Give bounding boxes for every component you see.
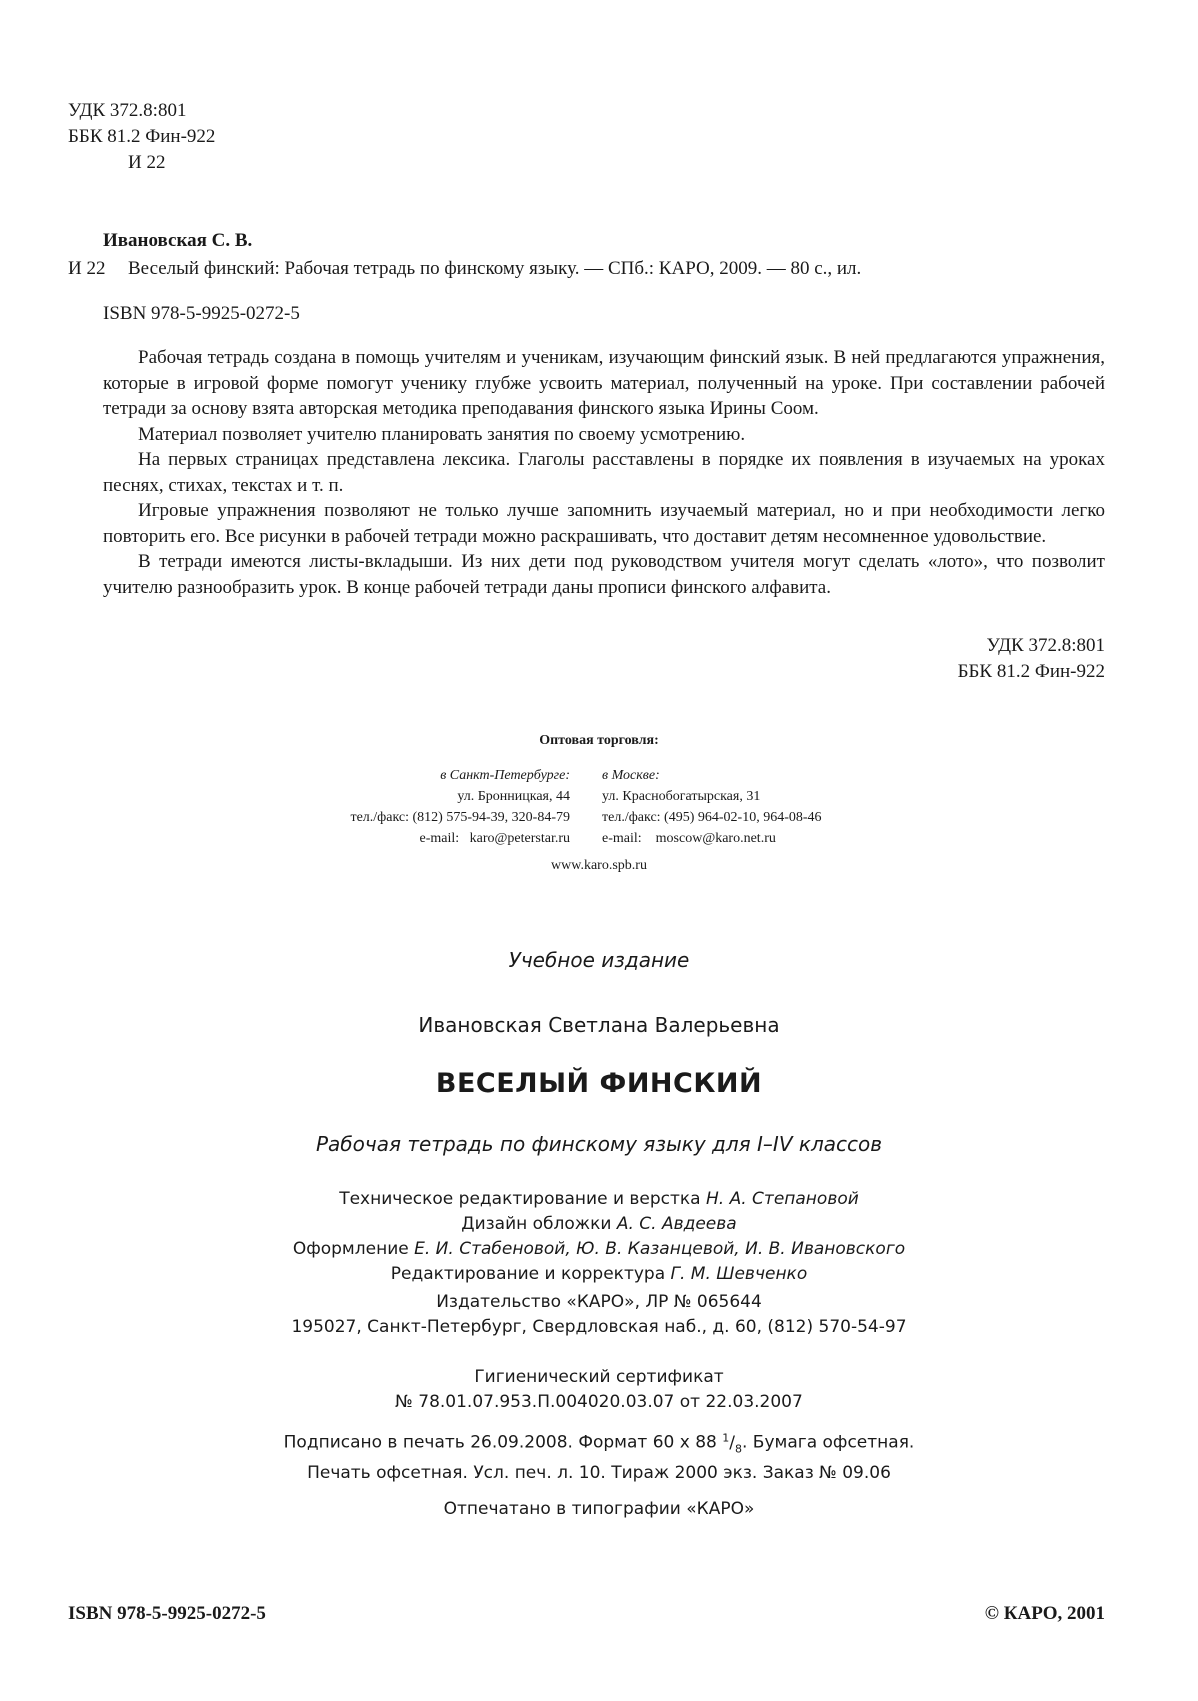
credit-role: Дизайн обложки: [461, 1214, 612, 1234]
bib-isbn: ISBN 978-5-9925-0272-5: [103, 303, 300, 324]
credit-names: Н. А. Степановой: [706, 1189, 859, 1209]
publisher-block: [0, 1290, 1198, 1340]
print-line-2: Печать офсетная. Усл. печ. л. 10. Тираж 2000 экз. Заказ № 09.06: [307, 1463, 891, 1484]
header-bbk: ББК 81.2 Фин-922: [68, 126, 216, 147]
classification-right: [958, 633, 1105, 685]
wholesale-moscow: [602, 765, 822, 849]
format-fraction: $^1/_8$: [722, 1431, 742, 1456]
credit-names: Е. И. Стабеновой, Ю. В. Казанцевой, И. В. Ивановского: [414, 1239, 906, 1259]
certificate-title: Гигиенический сертификат: [474, 1367, 724, 1387]
moscow-email-label: e-mail:: [602, 831, 642, 846]
bib-author: Ивановская С. В.: [103, 230, 253, 251]
abstract-paragraph-5: В тетради имеются листы-вкладыши. Из них дети под руководством учителя могут сделать «лото», что позволит учителю разнообразить урок. В конце рабочей тетради даны прописи финского алфавита.: [103, 551, 1105, 598]
classification-bbk: ББК 81.2 Фин-922: [957, 661, 1105, 682]
spb-address: ул. Бронницкая, 44: [457, 789, 570, 804]
bib-entry-row: [68, 258, 1108, 280]
fraction-numerator: 1: [722, 1431, 730, 1444]
wholesale-spb: [350, 765, 570, 849]
moscow-city: в Москве:: [602, 768, 660, 783]
abstract-paragraph-2: Материал позволяет учителю планировать занятия по своему усмотрению.: [138, 423, 746, 445]
edition-type: Учебное издание: [508, 948, 690, 972]
book-title: ВЕСЕЛЫЙ ФИНСКИЙ: [435, 1068, 763, 1099]
header-code: И 22: [128, 152, 166, 173]
classification-udk: УДК 372.8:801: [986, 635, 1105, 656]
header-classification: [68, 98, 215, 176]
print-details: [0, 1425, 1198, 1486]
credit-line: [0, 1187, 1198, 1212]
credit-line: [0, 1212, 1198, 1237]
bib-entry: Веселый финский: Рабочая тетрадь по финскому языку. — СПб.: КАРО, 2009. — 80 с., ил.: [128, 258, 862, 279]
spb-email[interactable]: karo@peterstar.ru: [469, 831, 570, 846]
publisher-address: 195027, Санкт-Петербург, Свердловская наб., д. 60, (812) 570-54-97: [291, 1317, 907, 1337]
bib-code: И 22: [68, 258, 106, 279]
fraction-denominator: 8: [735, 1442, 742, 1456]
print-line-1: [0, 1425, 1198, 1461]
author-full-name: Ивановская Светлана Валерьевна: [418, 1013, 780, 1037]
header-udk: УДК 372.8:801: [68, 100, 187, 121]
wholesale-heading: Оптовая торговля:: [539, 733, 659, 748]
credit-role: Редактирование и корректура: [390, 1264, 666, 1284]
credits-list: [0, 1187, 1198, 1287]
website-link[interactable]: www.karo.spb.ru: [551, 858, 647, 873]
book-subtitle: Рабочая тетрадь по финскому языку для I–IV классов: [315, 1132, 882, 1156]
credit-role: Оформление: [292, 1239, 409, 1259]
abstract-paragraph-4: Игровые упражнения позволяют не только лучше запомнить изучаемый материал, но и при необходимости легко повторить его. Все рисунки в рабочей тетради можно раскрашивать, что доставит детям несомненное удовольствие.: [103, 500, 1105, 547]
spb-phone: тел./факс: (812) 575-94-39, 320-84-79: [350, 810, 570, 825]
spb-city: в Санкт-Петербурге:: [440, 768, 570, 783]
credit-names: А. С. Авдеева: [616, 1214, 737, 1234]
publisher-name: Издательство «КАРО», ЛР № 065644: [436, 1292, 762, 1312]
abstract-paragraph-1: Рабочая тетрадь создана в помощь учителям и ученикам, изучающим финский язык. В ней предлагаются упражнения, которые в игровой форме помогут ученику глубже усвоить материал, полученный на уроке. При составлении рабочей тетради за основу взята авторская методика преподавания финского языка Ирины Соом.: [103, 347, 1105, 419]
credit-role: Техническое редактирование и верстка: [339, 1189, 701, 1209]
spb-email-label: e-mail:: [419, 831, 460, 846]
print-line-1-a: Подписано в печать 26.09.2008. Формат 60 х 88: [283, 1432, 717, 1453]
moscow-email-row: [602, 828, 822, 849]
footer-isbn: ISBN 978-5-9925-0272-5: [68, 1603, 266, 1624]
moscow-phone: тел./факс: (495) 964-02-10, 964-08-46: [602, 810, 822, 825]
moscow-email[interactable]: moscow@karo.net.ru: [655, 831, 776, 846]
moscow-address: ул. Краснобогатырская, 31: [602, 789, 761, 804]
abstract: [103, 345, 1105, 600]
print-line-1-b: . Бумага офсетная.: [742, 1432, 915, 1453]
abstract-paragraph-3: На первых страницах представлена лексика. Глаголы расставлены в порядке их появления в изучаемых на уроках песнях, стихах, текстах и т. п.: [103, 449, 1105, 496]
certificate-block: [0, 1365, 1198, 1415]
footer-copyright: © КАРО, 2001: [984, 1603, 1105, 1624]
spb-email-row: [350, 828, 570, 849]
certificate-number: № 78.01.07.953.П.004020.03.07 от 22.03.2007: [395, 1392, 803, 1412]
printed-at: Отпечатано в типографии «КАРО»: [443, 1499, 755, 1519]
credit-line: [0, 1262, 1198, 1287]
credit-line: [0, 1237, 1198, 1262]
credit-names: Г. М. Шевченко: [670, 1264, 808, 1284]
